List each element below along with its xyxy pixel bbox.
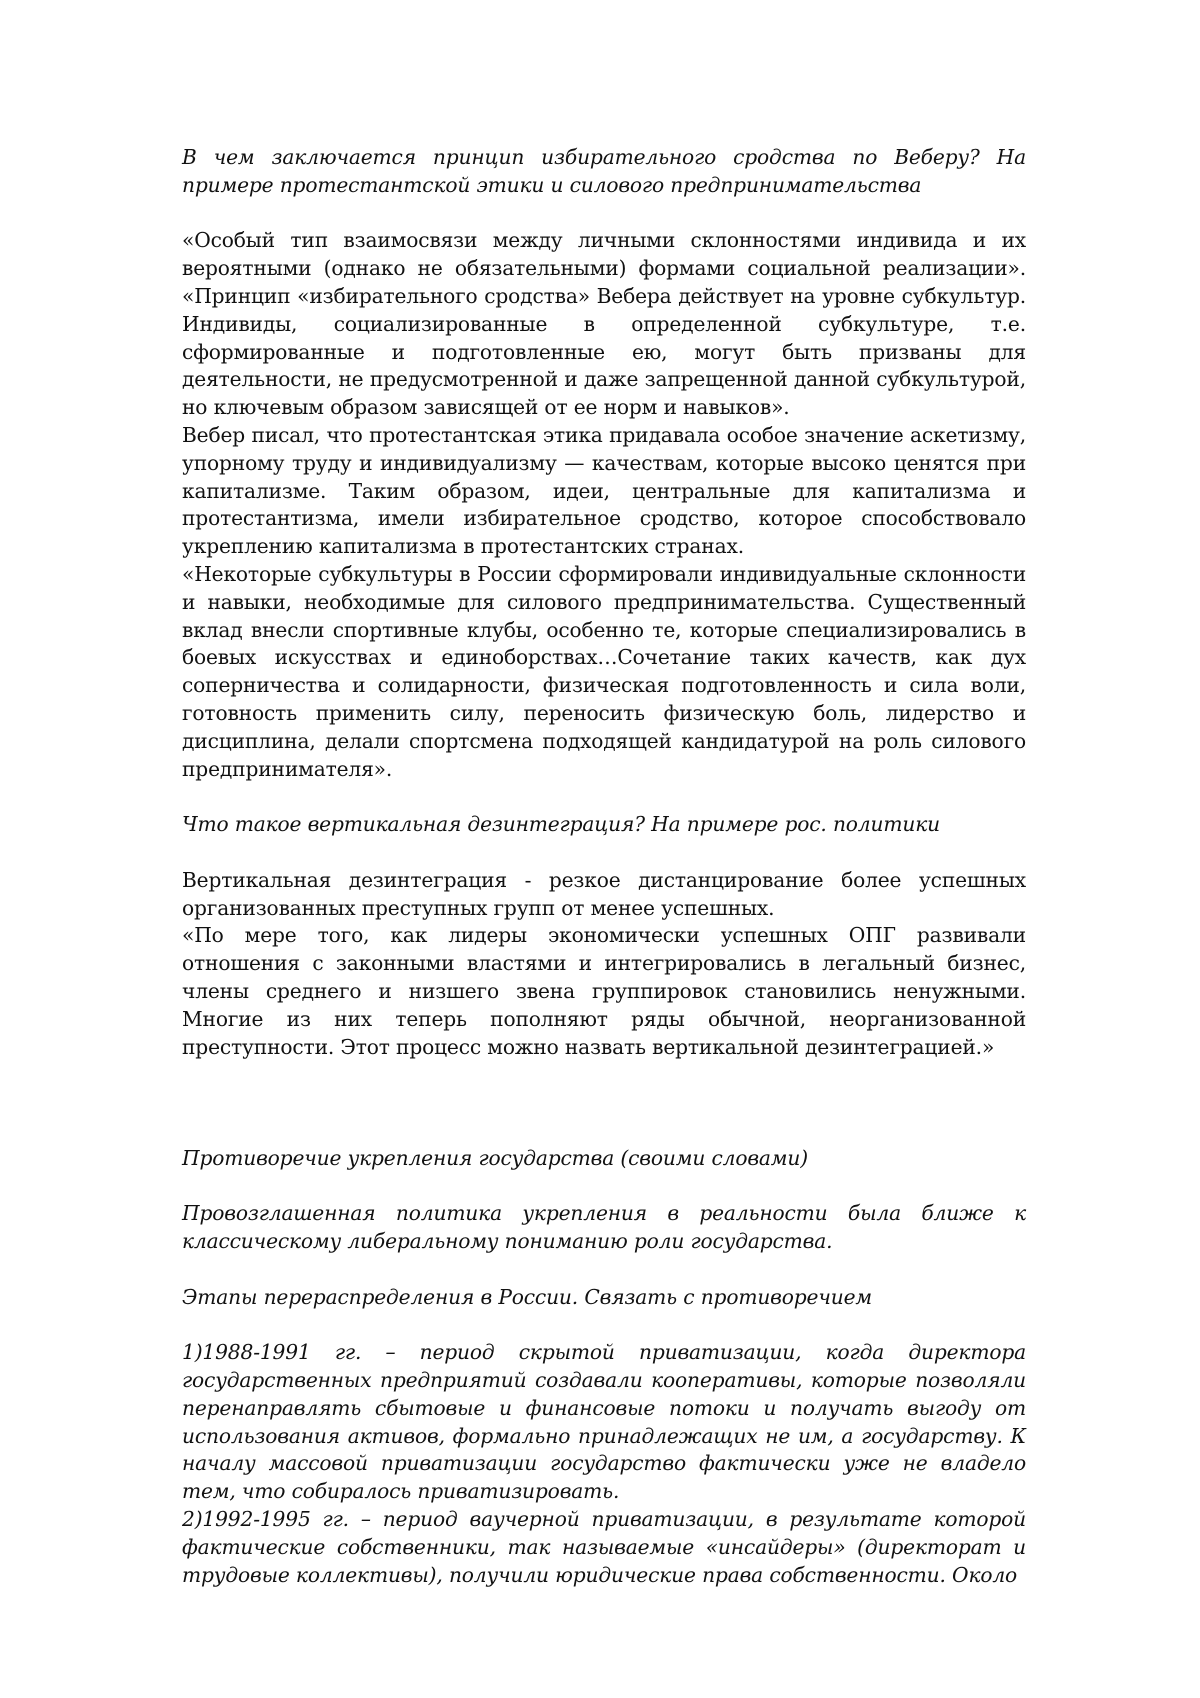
paragraph: «По мере того, как лидеры экономически успешных ОПГ развивали отношения с законными властями и интегрировались в легальный бизнес, члены среднего и низшего звена группировок становились ненужными. Многие из них теперь пополняют ряды обычной, неорганизованной преступности. Этот процесс можно назвать вертикальной дезинтеграцией.» <box>182 923 1026 1059</box>
paragraph: Вертикальная дезинтеграция - резкое дистанцирование более успешных организованных преступных групп от менее успешных. <box>182 867 1026 920</box>
spacer <box>182 839 1026 867</box>
section-heading-elective-affinity: В чем заключается принцип избирательного сродства по Веберу? На примере протестантской этики и силового предпринимательства <box>182 145 1026 197</box>
paragraph: 2)1992-1995 гг. – период ваучерной приватизации, в результате которой фактические собственники, так называемые «инсайдеры» (директорат и трудовые коллективы), получили юридические права собственности. Около <box>182 1507 1026 1587</box>
spacer <box>182 1256 1026 1284</box>
spacer <box>182 1172 1026 1200</box>
spacer <box>182 1061 1026 1117</box>
paragraph: «Особый тип взаимосвязи между личными склонностями индивида и их вероятными (однако не обязательными) формами социальной реализации». «Принцип «избирательного сродства» Вебера действует на уровне субкультур. Индивиды, социализированные в определенной субкультуре, т.е. сформированные и подготовленные ею, могут быть призваны для деятельности, не предусмотренной и даже запрещенной данной субкультурой, но ключевым образом зависящей от ее норм и навыков». <box>182 228 1026 420</box>
document-page <box>182 144 1026 1589</box>
spacer <box>182 1311 1026 1339</box>
section-heading-redistribution-stages: Этапы перераспределения в России. Связать с противоречием <box>182 1284 872 1309</box>
spacer <box>182 200 1026 228</box>
spacer <box>182 1117 1026 1145</box>
paragraph: Провозглашенная политика укрепления в реальности была ближе к классическому либеральному пониманию роли государства. <box>182 1201 1026 1254</box>
section-heading-state-strengthening: Противоречие укрепления государства (своими словами) <box>182 1145 808 1170</box>
section-heading-vertical-disintegration: Что такое вертикальная дезинтеграция? На примере рос. политики <box>182 812 940 837</box>
spacer <box>182 783 1026 811</box>
paragraph: «Некоторые субкультуры в России сформировали индивидуальные склонности и навыки, необходимые для силового предпринимательства. Существенный вклад внесли спортивные клубы, особенно те, которые специализировались в боевых искусствах и единоборствах…Сочетание таких качеств, как дух соперничества и солидарности, физическая подготовленность и сила воли, готовность применить силу, переносить физическую боль, лидерство и дисциплина, делали спортсмена подходящей кандидатурой на роль силового предпринимателя». <box>182 561 1026 781</box>
paragraph: 1)1988-1991 гг. – период скрытой приватизации, когда директора государственных предприятий создавали кооперативы, которые позволяли перенаправлять сбытовые и финансовые потоки и получать выгоду от использования активов, формально принадлежащих не им, а государству. К началу массовой приватизации государство фактически уже не владело тем, что собиралось приватизировать. <box>182 1340 1026 1504</box>
paragraph: Вебер писал, что протестантская этика придавала особое значение аскетизму, упорному труду и индивидуализму — качествам, которые высоко ценятся при капитализме. Таким образом, идеи, центральные для капитализма и протестантизма, имели избирательное сродство, которое способствовало укреплению капитализма в протестантских странах. <box>182 422 1026 559</box>
